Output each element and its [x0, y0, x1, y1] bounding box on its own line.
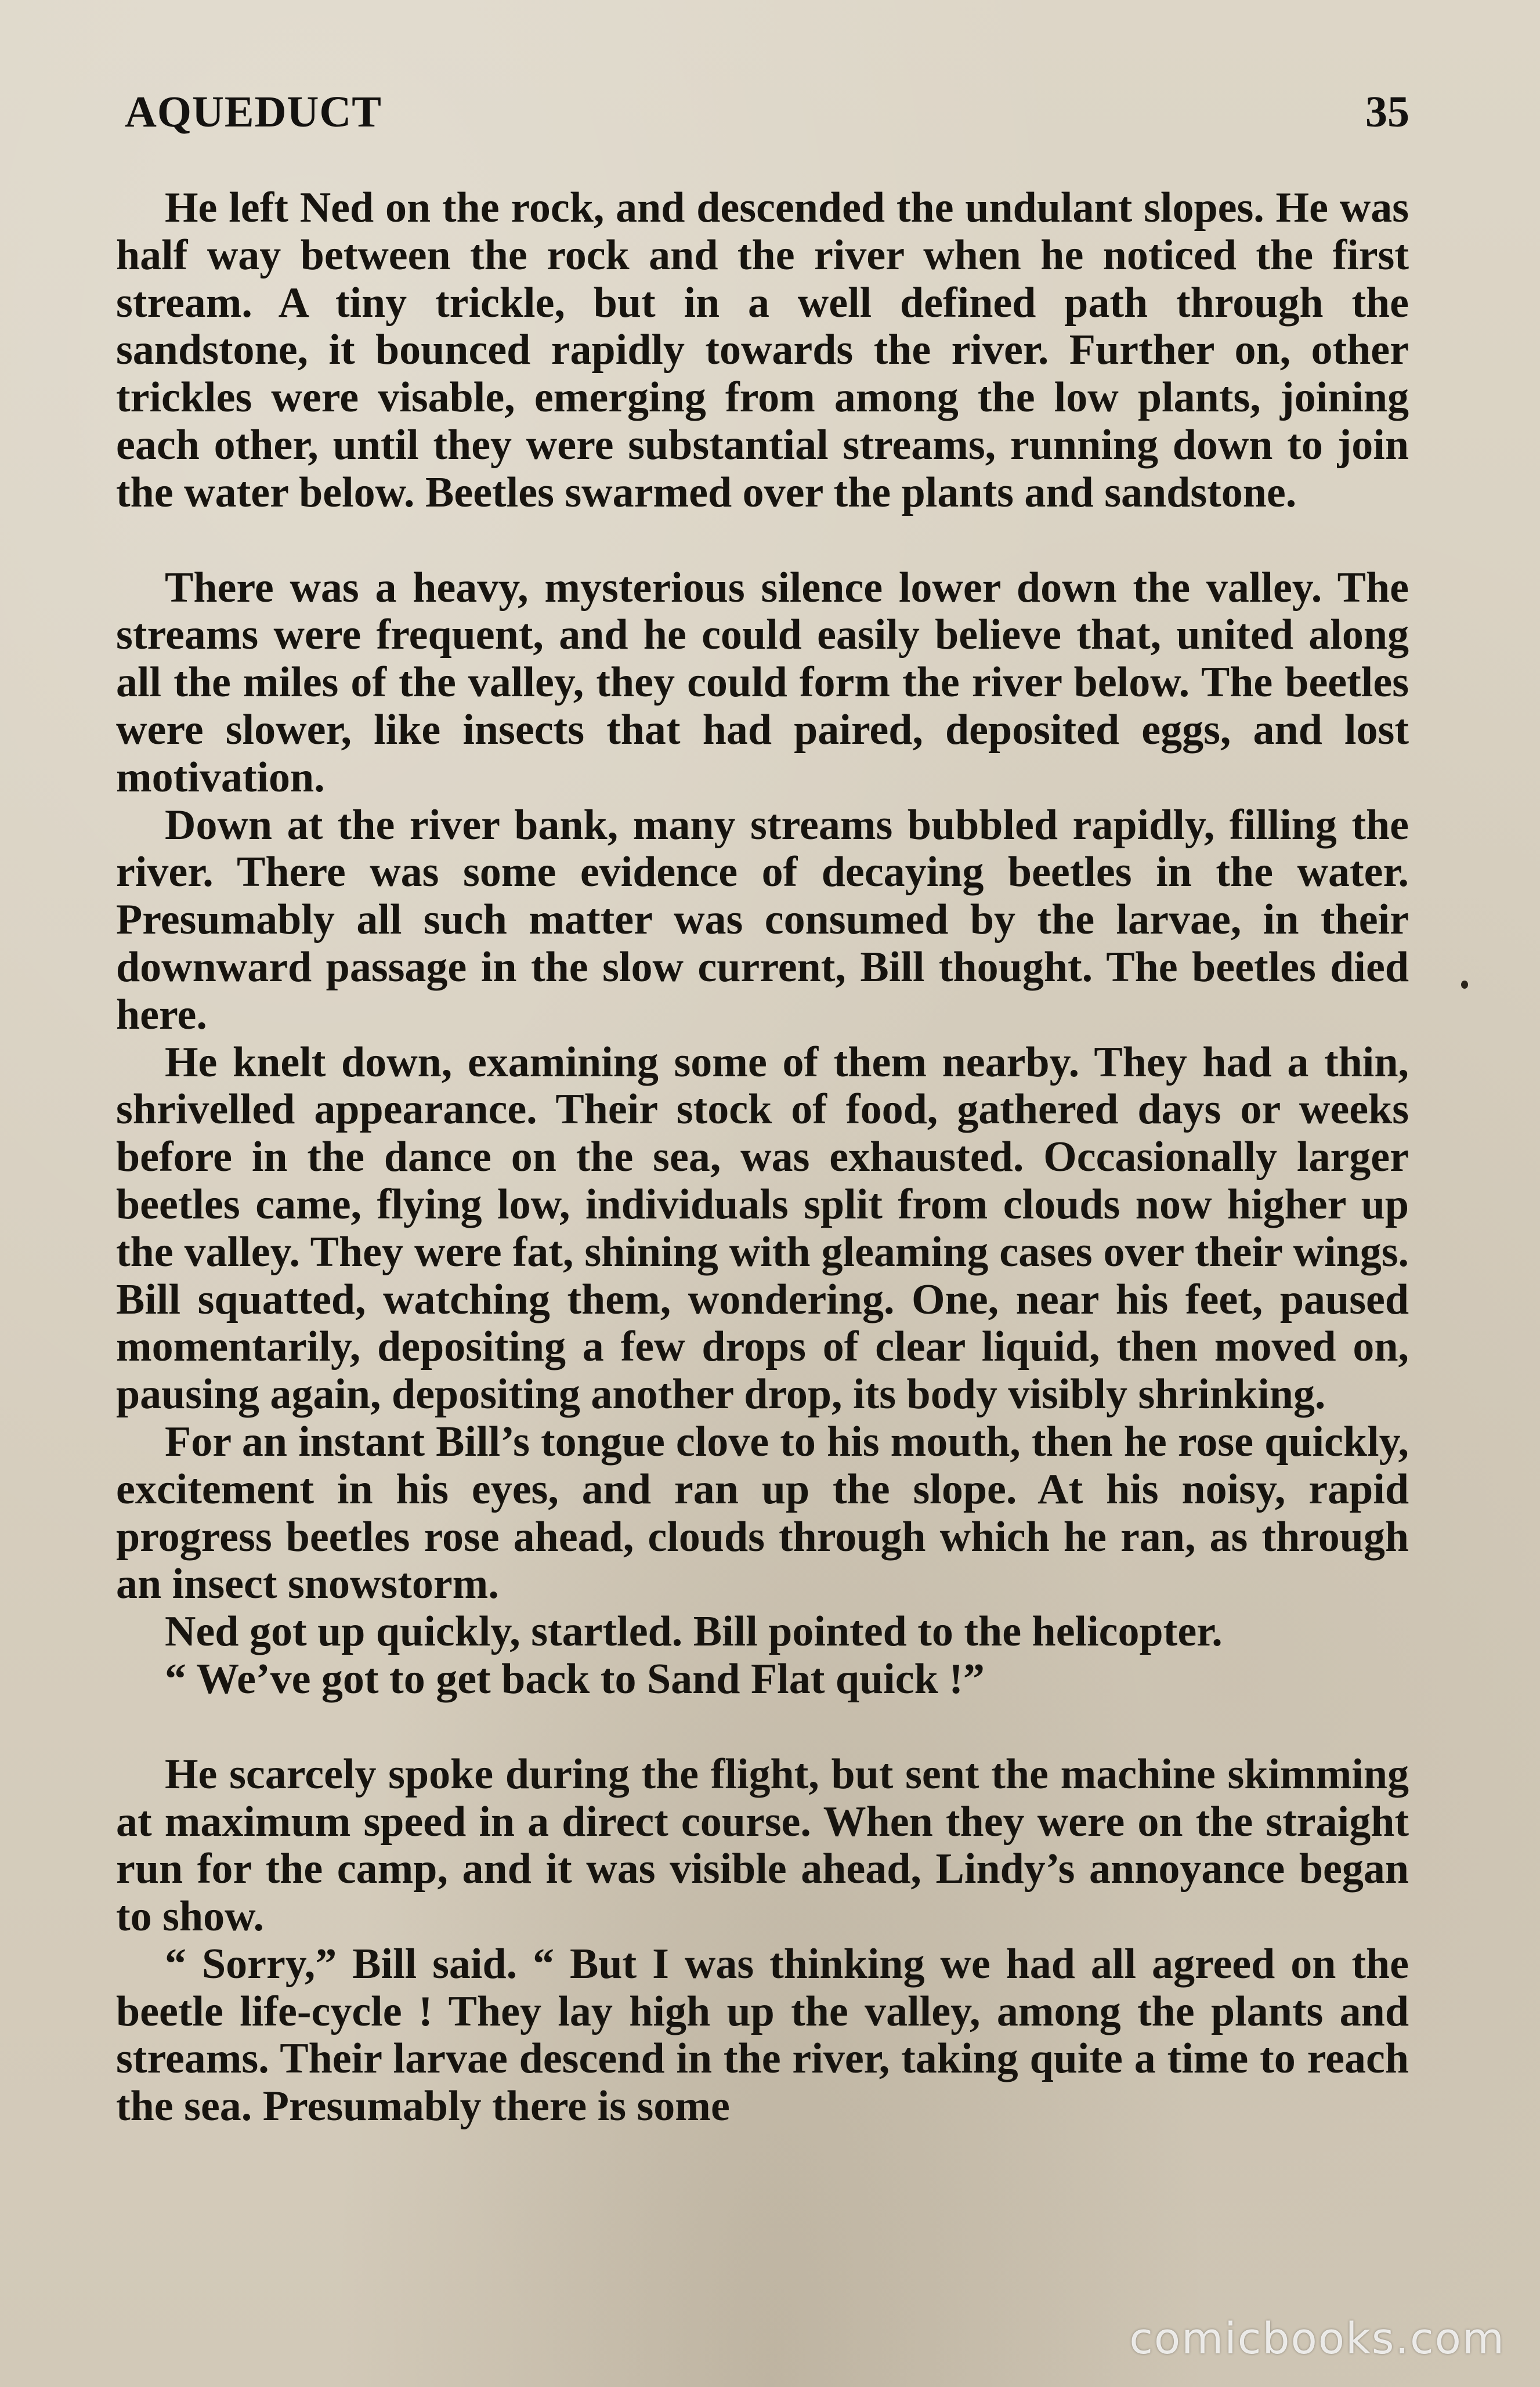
paragraph: For an instant Bill’s tongue clove to his mouth, then he rose quickly, excitement in his eyes, and ran up the slope. At his noisy, rapid progress beetles rose ahead, clouds through which he ran, as through an insect snowstorm. — [116, 1417, 1409, 1608]
running-title: AQUEDUCT — [125, 88, 382, 136]
paragraph: He knelt down, examining some of them nearby. They had a thin, shrivelled appearance. Their stock of food, gathered days or weeks before in the dance on the sea, was exhausted. Occasionally larger beetles came, flying low, individuals split from clouds now higher up the valley. They were fat, shining with gleaming cases over their wings. Bill squatted, watching them, wondering. One, near his feet, paused momentarily, depositing a few drops of clear liquid, then moved on, pausing again, depositing another drop, its body visibly shrinking. — [116, 1038, 1409, 1419]
paragraph: He scarcely spoke during the flight, but sent the machine skimming at maximum speed in a direct course. When they were on the straight run for the camp, and it was visible ahead, Lindy’s annoyance began to show. — [116, 1750, 1409, 1941]
watermark: comicbooks.com — [1129, 2314, 1505, 2364]
paragraph: “ Sorry,” Bill said. “ But I was thinking we had all agreed on the beetle life-cycle ! They lay high up the valley, among the plants and streams. Their larvae descend in the river, taking quite a time to reach the sea. Presumably there is some — [116, 1940, 1409, 2131]
paragraph: There was a heavy, mysterious silence lower down the valley. The streams were frequent, and he could easily believe that, united along all the miles of the valley, they could form the river below. The beetles were slower, like insects that had paired, deposited eggs, and lost motivation. — [116, 563, 1409, 801]
paragraph: He left Ned on the rock, and descended the undulant slopes. He was half way between the rock and the river when he noticed the first stream. A tiny trickle, but in a well defined path through the sandstone, it bounced rapidly towards the river. Further on, other trickles were visable, emerging from among the low plants, joining each other, until they were substantial streams, running down to join the water below. Beetles swarmed over the plants and sandstone. — [116, 184, 1409, 516]
page-number: 35 — [1365, 88, 1409, 136]
paragraph: Down at the river bank, many streams bubbled rapidly, filling the river. There was some evidence of decaying beetles in the water. Presumably all such matter was consumed by the larvae, in their downward passage in the slow current, Bill thought. The beetles died here. — [116, 801, 1409, 1039]
paragraph: Ned got up quickly, startled. Bill pointed to the helicopter. — [165, 1608, 1223, 1656]
ink-speck — [1461, 981, 1468, 989]
paragraph: “ We’ve got to get back to Sand Flat quick !” — [165, 1655, 985, 1703]
page-header — [125, 87, 1409, 151]
body-text — [116, 185, 1409, 2131]
